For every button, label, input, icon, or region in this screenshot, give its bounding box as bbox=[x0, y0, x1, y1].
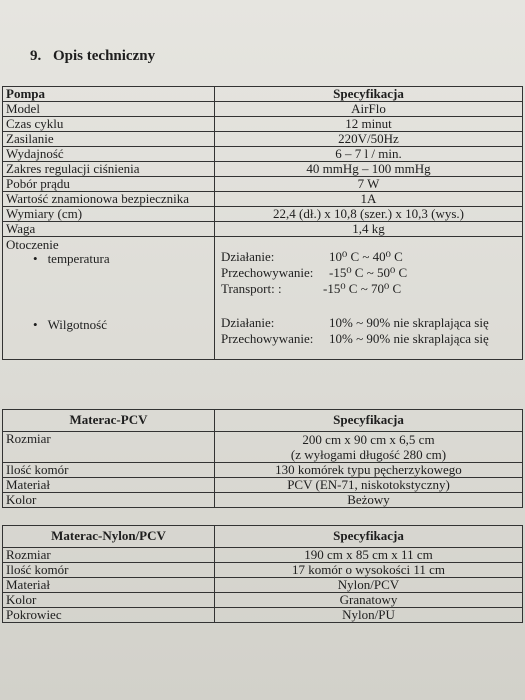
row-value: 12 minut bbox=[215, 117, 523, 132]
mode-range: -15⁰ C ~ 70⁰ C bbox=[323, 281, 402, 296]
size-value-line1: 200 cm x 90 cm x 6,5 cm bbox=[302, 432, 435, 447]
row-value: 190 cm x 85 cm x 11 cm bbox=[215, 548, 523, 563]
row-label: Ilość komór bbox=[3, 563, 215, 578]
environment-left-cell bbox=[3, 237, 215, 360]
table-row bbox=[3, 192, 523, 207]
row-value: 1,4 kg bbox=[215, 222, 523, 237]
table-row bbox=[3, 563, 523, 578]
table-row bbox=[3, 147, 523, 162]
table-row bbox=[3, 548, 523, 563]
table-row bbox=[3, 478, 523, 493]
row-value: Granatowy bbox=[215, 593, 523, 608]
table-row bbox=[3, 463, 523, 478]
row-value: Nylon/PCV bbox=[215, 578, 523, 593]
header-materac-pcv: Materac-PCV bbox=[3, 410, 215, 432]
row-label: Kolor bbox=[3, 593, 215, 608]
header-materac-nylon: Materac-Nylon/PCV bbox=[3, 526, 215, 548]
row-label: Wydajność bbox=[3, 147, 215, 162]
row-label: Pokrowiec bbox=[3, 608, 215, 623]
row-value: 17 komór o wysokości 11 cm bbox=[215, 563, 523, 578]
table-row bbox=[3, 432, 523, 463]
environment-right-cell bbox=[215, 237, 523, 360]
table-header-row bbox=[3, 87, 523, 102]
table-row bbox=[3, 493, 523, 508]
mode-label: Działanie: bbox=[221, 315, 275, 330]
row-value: 1A bbox=[215, 192, 523, 207]
row-value: 6 – 7 l / min. bbox=[215, 147, 523, 162]
pump-spec-table bbox=[2, 86, 523, 360]
row-label: Pobór prądu bbox=[3, 177, 215, 192]
table-header-row bbox=[3, 410, 523, 432]
row-label: Zakres regulacji ciśnienia bbox=[3, 162, 215, 177]
mode-range: 10% ~ 90% nie skraplająca się bbox=[329, 331, 489, 346]
section-heading bbox=[30, 48, 155, 65]
header-pompa: Pompa bbox=[3, 87, 215, 102]
mode-range: 10⁰ C ~ 40⁰ C bbox=[329, 249, 403, 264]
row-value: 40 mmHg – 100 mmHg bbox=[215, 162, 523, 177]
row-label: Zasilanie bbox=[3, 132, 215, 147]
row-value: 22,4 (dł.) x 10,8 (szer.) x 10,3 (wys.) bbox=[215, 207, 523, 222]
header-specyfikacja: Specyfikacja bbox=[215, 87, 523, 102]
mode-label: Transport: : bbox=[221, 281, 282, 296]
mode-range: -15⁰ C ~ 50⁰ C bbox=[329, 265, 408, 280]
table-row bbox=[3, 593, 523, 608]
section-number: 9. bbox=[30, 48, 42, 64]
header-specyfikacja: Specyfikacja bbox=[215, 526, 523, 548]
temperature-bullet: • temperatura bbox=[33, 252, 110, 266]
section-title: Opis techniczny bbox=[53, 48, 156, 64]
row-label: Waga bbox=[3, 222, 215, 237]
row-value: PCV (EN-71, niskotokstyczny) bbox=[215, 478, 523, 493]
humidity-bullet: • Wilgotność bbox=[33, 318, 107, 332]
row-label: Czas cyklu bbox=[3, 117, 215, 132]
table-row bbox=[3, 222, 523, 237]
row-label: Model bbox=[3, 102, 215, 117]
size-value-line2: (z wyłogami długość 280 cm) bbox=[290, 447, 447, 462]
row-value: Nylon/PU bbox=[215, 608, 523, 623]
table-row bbox=[3, 578, 523, 593]
environment-label: Otoczenie bbox=[6, 237, 59, 252]
table-row bbox=[3, 162, 523, 177]
row-value: 7 W bbox=[215, 177, 523, 192]
mode-label: Przechowywanie: bbox=[221, 331, 314, 346]
row-value: Beżowy bbox=[215, 493, 523, 508]
nylon-mattress-table bbox=[2, 525, 523, 623]
row-label: Rozmiar bbox=[3, 432, 215, 463]
row-value: 130 komórek typu pęcherzykowego bbox=[215, 463, 523, 478]
table-row bbox=[3, 102, 523, 117]
table-row bbox=[3, 207, 523, 222]
table-row bbox=[3, 608, 523, 623]
row-label: Ilość komór bbox=[3, 463, 215, 478]
row-value bbox=[215, 432, 523, 463]
table-row bbox=[3, 177, 523, 192]
mode-label: Działanie: bbox=[221, 249, 275, 264]
row-label: Rozmiar bbox=[3, 548, 215, 563]
row-label: Materiał bbox=[3, 478, 215, 493]
header-specyfikacja: Specyfikacja bbox=[215, 410, 523, 432]
table-row bbox=[3, 132, 523, 147]
pvc-mattress-table bbox=[2, 409, 523, 508]
row-label: Kolor bbox=[3, 493, 215, 508]
row-label: Wartość znamionowa bezpiecznika bbox=[3, 192, 215, 207]
row-label: Materiał bbox=[3, 578, 215, 593]
row-value: 220V/50Hz bbox=[215, 132, 523, 147]
mode-range: 10% ~ 90% nie skraplająca się bbox=[329, 315, 489, 330]
row-value: AirFlo bbox=[215, 102, 523, 117]
mode-label: Przechowywanie: bbox=[221, 265, 314, 280]
table-row bbox=[3, 117, 523, 132]
table-header-row bbox=[3, 526, 523, 548]
row-label: Wymiary (cm) bbox=[3, 207, 215, 222]
environment-row bbox=[3, 237, 523, 360]
